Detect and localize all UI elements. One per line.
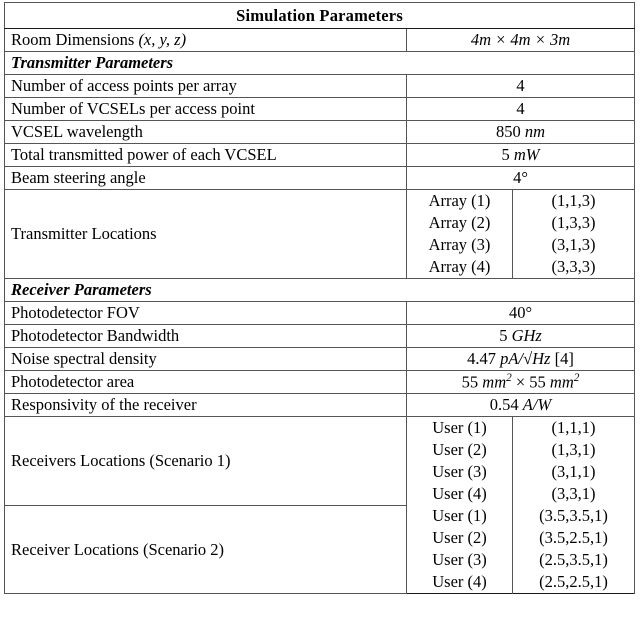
- row-value-vcsels-per-ap: 4: [407, 98, 635, 121]
- value-unit-2: mm: [549, 372, 574, 392]
- sub-entry-name: User (4): [407, 571, 513, 594]
- row-label-room-dimensions: [5, 29, 407, 52]
- table-row: [5, 325, 635, 348]
- row-value-responsivity: [407, 394, 635, 417]
- sub-entry-name: User (4): [407, 483, 513, 505]
- sub-entry-coord: (1,3,1): [513, 439, 635, 461]
- row-value-beam-steering-angle: 4°: [407, 167, 635, 190]
- row-value-access-points: 4: [407, 75, 635, 98]
- sub-entry-coord: (3.5,2.5,1): [513, 527, 635, 549]
- row-label-receiver-locations-s1: Receivers Locations (Scenario 1): [5, 417, 407, 506]
- row-label-math: (x, y, z): [138, 30, 187, 50]
- sub-entry-coord: (1,3,3): [513, 212, 635, 234]
- table-row: [5, 190, 635, 213]
- page-title: Simulation Parameters: [5, 3, 635, 29]
- value-number: 5: [501, 145, 514, 165]
- value-unit: A/W: [522, 395, 552, 415]
- row-value-photodetector-area: [407, 371, 635, 394]
- sub-entry-name: User (2): [407, 527, 513, 549]
- sub-entry-name: Array (1): [407, 190, 513, 213]
- sub-entry-coord: (3,3,1): [513, 483, 635, 505]
- row-label-photodetector-bandwidth: Photodetector Bandwidth: [5, 325, 407, 348]
- simulation-parameters-table: [4, 2, 635, 594]
- table-row: [5, 75, 635, 98]
- row-label-beam-steering-angle: Beam steering angle: [5, 167, 407, 190]
- sub-entry-name: User (3): [407, 549, 513, 571]
- row-value-math: 4m × 4m × 3m: [470, 30, 571, 50]
- row-value-photodetector-bandwidth: [407, 325, 635, 348]
- radical-icon: √: [523, 349, 533, 369]
- sub-entry-name: User (1): [407, 417, 513, 440]
- value-unit-suffix: Hz: [532, 349, 551, 369]
- sub-entry-name: Array (4): [407, 256, 513, 279]
- value-number: 5: [499, 326, 512, 346]
- sub-entry-coord: (1,1,1): [513, 417, 635, 440]
- table-body: [5, 3, 635, 594]
- table-row: [5, 505, 635, 527]
- sub-entry-coord: (3,1,1): [513, 461, 635, 483]
- table-row: [5, 417, 635, 440]
- sub-entry-coord: (3,3,3): [513, 256, 635, 279]
- row-value-photodetector-fov: 40°: [407, 302, 635, 325]
- row-label-vcsels-per-ap: Number of VCSELs per access point: [5, 98, 407, 121]
- row-value-room-dimensions: [407, 29, 635, 52]
- sub-entry-name: Array (3): [407, 234, 513, 256]
- row-label-receiver-locations-s2: Receiver Locations (Scenario 2): [5, 505, 407, 594]
- row-value-vcsel-wavelength: [407, 121, 635, 144]
- row-label-vcsel-wavelength: VCSEL wavelength: [5, 121, 407, 144]
- table-row: [5, 29, 635, 52]
- table-row: [5, 302, 635, 325]
- value-citation-ref: [4]: [550, 349, 574, 369]
- value-times-symbol: ×: [511, 372, 530, 392]
- sub-entry-name: Array (2): [407, 212, 513, 234]
- sub-entry-name: User (3): [407, 461, 513, 483]
- row-value-noise-spectral-density: [407, 348, 635, 371]
- row-label-access-points: Number of access points per array: [5, 75, 407, 98]
- row-label-photodetector-fov: Photodetector FOV: [5, 302, 407, 325]
- row-value-transmit-power: [407, 144, 635, 167]
- sub-entry-name: User (1): [407, 505, 513, 527]
- table-row: [5, 98, 635, 121]
- value-unit: nm: [524, 122, 546, 142]
- table-row: [5, 144, 635, 167]
- table-row: [5, 371, 635, 394]
- value-number-1: 55: [461, 372, 483, 392]
- table-row: [5, 167, 635, 190]
- row-label-photodetector-area: Photodetector area: [5, 371, 407, 394]
- row-label-responsivity: Responsivity of the receiver: [5, 394, 407, 417]
- value-exponent-1: 2: [506, 372, 512, 384]
- sub-entry-name: User (2): [407, 439, 513, 461]
- row-label-transmit-power: Total transmitted power of each VCSEL: [5, 144, 407, 167]
- sub-entry-coord: (1,1,3): [513, 190, 635, 213]
- table-row: [5, 121, 635, 144]
- table-title-row: [5, 3, 635, 29]
- section-header-transmitter: Transmitter Parameters: [5, 52, 635, 75]
- value-unit: mW: [513, 145, 540, 165]
- value-unit-1: mm: [482, 372, 507, 392]
- table-row: [5, 394, 635, 417]
- sub-entry-coord: (2.5,2.5,1): [513, 571, 635, 594]
- sub-entry-coord: (3,1,3): [513, 234, 635, 256]
- section-header-receiver: Receiver Parameters: [5, 279, 635, 302]
- row-label-transmitter-locations: Transmitter Locations: [5, 190, 407, 279]
- section-header-row: [5, 52, 635, 75]
- value-number: 0.54: [489, 395, 523, 415]
- sub-entry-coord: (2.5,3.5,1): [513, 549, 635, 571]
- value-number: 850: [495, 122, 525, 142]
- value-number-2: 55: [529, 372, 550, 392]
- value-unit-prefix: pA/: [500, 349, 524, 369]
- row-label-text: Room Dimensions: [11, 30, 139, 50]
- section-header-row: [5, 279, 635, 302]
- row-label-noise-spectral-density: Noise spectral density: [5, 348, 407, 371]
- sub-entry-coord: (3.5,3.5,1): [513, 505, 635, 527]
- value-exponent-2: 2: [573, 372, 580, 384]
- value-number: 4.47: [467, 349, 501, 369]
- table-row: [5, 348, 635, 371]
- value-unit: GHz: [511, 326, 542, 346]
